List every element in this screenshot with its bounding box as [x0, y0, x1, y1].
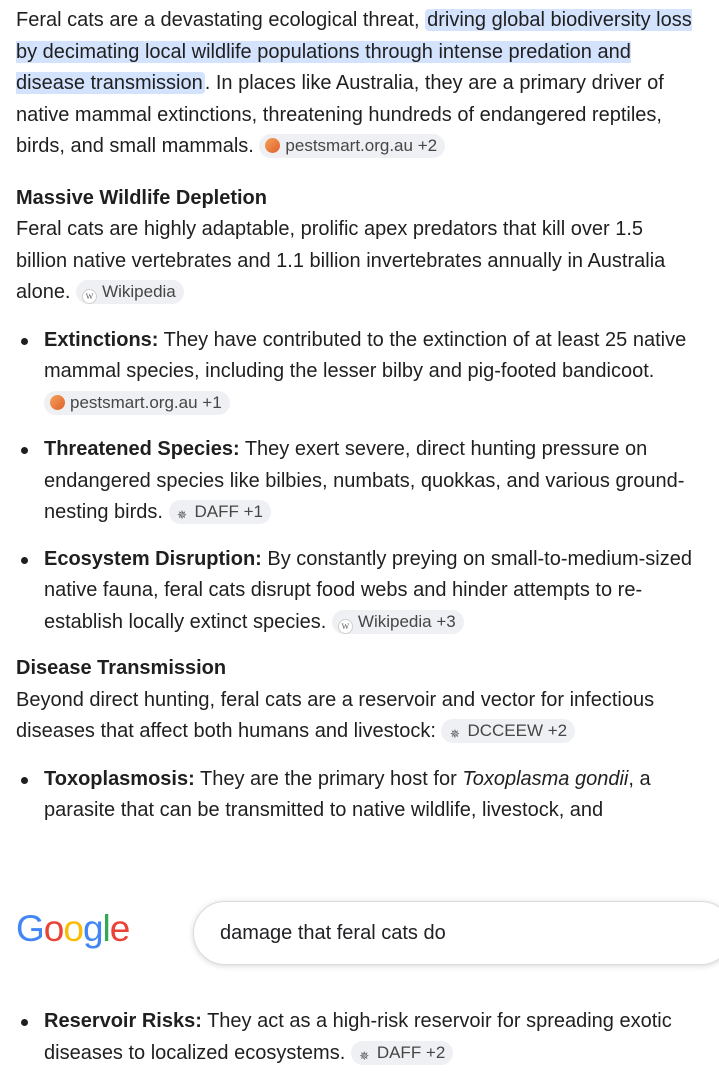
- logo-letter: g: [82, 908, 103, 949]
- disease-bullet-list: [16, 764, 696, 827]
- source-chip-label: Wikipedia +3: [357, 611, 456, 631]
- bullet-label: Ecosystem Disruption:: [44, 547, 262, 570]
- section-body-disease: [16, 685, 696, 748]
- source-chip-wikipedia[interactable]: [76, 280, 184, 304]
- section-body-wildlife: [16, 214, 696, 309]
- source-chip-label: pestsmart.org.au +1: [70, 392, 222, 412]
- source-chip-label: pestsmart.org.au +2: [285, 136, 438, 155]
- bullet-text: , a parasite that can be transmitted to native wildlife, livestock, and: [44, 767, 651, 821]
- wildlife-bullet-list: [16, 325, 696, 639]
- list-item: [44, 1006, 696, 1069]
- intro-paragraph: [16, 5, 696, 163]
- source-chip-pestsmart[interactable]: [44, 391, 230, 415]
- pestsmart-favicon-icon: [50, 395, 65, 410]
- pestsmart-favicon-icon: [265, 138, 280, 153]
- bullet-label: Toxoplasmosis:: [44, 767, 195, 790]
- google-logo[interactable]: [16, 909, 129, 949]
- logo-letter: o: [43, 908, 64, 949]
- wikipedia-favicon-icon: W: [338, 619, 353, 634]
- bullet-text: By constantly preying on small-to-medium-sized native fauna, feral cats disrupt food webs and hinder attempts to re-establish locally extinct species.: [44, 547, 692, 633]
- source-chip-wikipedia[interactable]: [332, 610, 464, 634]
- reservoir-list-wrapper: [16, 1006, 696, 1084]
- source-chip-dcceew[interactable]: [441, 719, 575, 743]
- bullet-text: They exert severe, direct hunting pressure on endangered species like bilbies, numbats, quokkas, and various ground-nesting birds.: [44, 438, 685, 523]
- bullet-label: Reservoir Risks:: [44, 1010, 202, 1032]
- wikipedia-favicon-icon: W: [82, 289, 97, 304]
- intro-highlight: driving global biodiversity loss by decimating local wildlife populations through intense predation and disease transmission: [16, 9, 692, 94]
- bullet-label: Extinctions:: [44, 328, 159, 351]
- logo-letter: o: [63, 908, 83, 949]
- intro-text-pre: Feral cats are a devastating ecological threat,: [16, 9, 426, 31]
- logo-letter: G: [16, 908, 44, 949]
- list-item: [44, 764, 696, 827]
- source-chip-daff[interactable]: [351, 1041, 454, 1065]
- bullet-text: They act as a high-risk reservoir for spreading exotic diseases to localized ecosystems.: [44, 1010, 672, 1064]
- bullet-text: They are the primary host for: [194, 767, 463, 790]
- government-crest-icon: ✵: [359, 1048, 370, 1063]
- bullet-label: Threatened Species:: [44, 438, 240, 460]
- section-body-text: Beyond direct hunting, feral cats are a reservoir and vector for infectious diseases that affect both humans and livestock:: [16, 688, 655, 742]
- section-body-text: Feral cats are highly adaptable, prolific apex predators that kill over 1.5 billion native vertebrates and 1.1 billion invertebrates annually in Australia alone.: [16, 218, 666, 303]
- reservoir-bullet-list: [16, 1006, 696, 1069]
- intro-text-post: . In places like Australia, they are a primary driver of native mammal extinctions, threatening hundreds of endangered reptiles, birds, and small mammals.: [16, 72, 664, 157]
- floating-search-bar: [0, 893, 719, 975]
- list-item: [44, 325, 696, 420]
- bullet-italic-text: Toxoplasma gondii: [462, 767, 629, 790]
- government-crest-icon: ✵: [176, 508, 188, 522]
- section-heading-disease: Disease Transmission: [16, 657, 227, 679]
- bullet-text: They have contributed to the extinction of at least 25 native mammal species, including the lesser bilby and pig-footed bandicoot.: [44, 328, 687, 382]
- ai-overview-content: [16, 5, 696, 842]
- logo-letter: l: [102, 908, 110, 949]
- search-input[interactable]: damage that feral cats do: [193, 901, 719, 965]
- section-heading-wildlife: Massive Wildlife Depletion: [16, 186, 267, 209]
- list-item: [44, 434, 696, 529]
- source-chip-label: DCCEEW +2: [467, 721, 568, 740]
- source-chip-label: Wikipedia: [102, 282, 176, 301]
- source-chip-label: DAFF +2: [376, 1042, 446, 1062]
- source-chip-pestsmart[interactable]: [259, 134, 445, 158]
- logo-letter: e: [109, 908, 130, 949]
- source-chip-daff[interactable]: [169, 500, 272, 524]
- government-crest-icon: ✵: [449, 727, 460, 741]
- source-chip-label: DAFF +1: [194, 502, 264, 521]
- list-item: [44, 544, 696, 639]
